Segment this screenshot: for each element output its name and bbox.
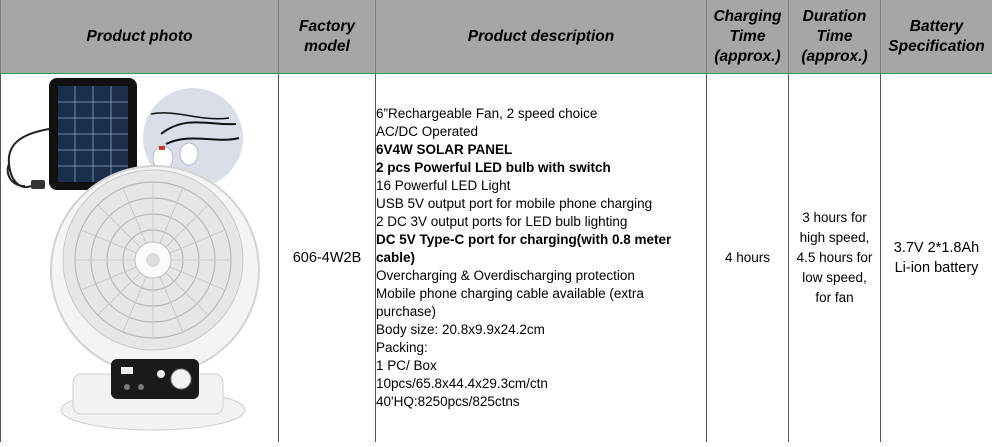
description-line: 6”Rechargeable Fan, 2 speed choice: [376, 105, 706, 123]
product-row: [1, 74, 992, 443]
bulb-icon: [180, 143, 198, 165]
product-photo-cell: [1, 74, 279, 443]
description-line: DC 5V Type-C port for charging(with 0.8 meter cable): [376, 231, 706, 267]
description-line: 16 Powerful LED Light: [376, 177, 706, 195]
duration-time-cell: [789, 74, 881, 443]
description-line: 1 PC/ Box: [376, 357, 706, 375]
product-description-cell: [376, 74, 707, 443]
battery-lines: [881, 238, 992, 278]
header-product-photo: Product photo: [1, 0, 279, 74]
header-factory-model: Factory model: [279, 0, 376, 74]
header-row: [1, 0, 992, 74]
description-line: USB 5V output port for mobile phone charging: [376, 195, 706, 213]
description-line: Packing:: [376, 339, 706, 357]
description-line: 2 DC 3V output ports for LED bulb lighting: [376, 213, 706, 231]
cable-connector: [31, 180, 45, 189]
description-line: 6V4W SOLAR PANEL: [376, 141, 706, 159]
header-charging-time: Charging Time (approx.): [707, 0, 789, 74]
header-product-description: Product description: [376, 0, 707, 74]
duration-line: 3 hours for: [789, 208, 880, 228]
solar-cable: [9, 129, 49, 187]
charging-time-cell: 4 hours: [707, 74, 789, 443]
battery-line: Li-ion battery: [881, 258, 992, 278]
description-line: 2 pcs Powerful LED bulb with switch: [376, 159, 706, 177]
duration-line: low speed,: [789, 268, 880, 288]
description-line: 10pcs/65.8x44.4x29.3cm/ctn: [376, 375, 706, 393]
duration-line: 4.5 hours for: [789, 248, 880, 268]
switch-knob: [171, 369, 191, 389]
description-line: Overcharging & Overdischarging protection: [376, 267, 706, 285]
battery-line: 3.7V 2*1.8Ah: [881, 238, 992, 258]
duration-line: for fan: [789, 288, 880, 308]
description-line: Body size: 20.8x9.9x24.2cm: [376, 321, 706, 339]
duration-lines: [789, 208, 880, 308]
battery-spec-cell: [881, 74, 992, 443]
product-photo: [1, 74, 279, 442]
factory-model-cell: 606-4W2B: [279, 74, 376, 443]
description-line: AC/DC Operated: [376, 123, 706, 141]
description-line: Mobile phone charging cable available (extra purchase): [376, 285, 706, 321]
header-battery-specification: Battery Specification: [881, 0, 992, 74]
description-lines: [376, 105, 706, 411]
description-line: 40'HQ:8250pcs/825ctns: [376, 393, 706, 411]
header-duration-time: Duration Time (approx.): [789, 0, 881, 74]
duration-line: high speed,: [789, 228, 880, 248]
